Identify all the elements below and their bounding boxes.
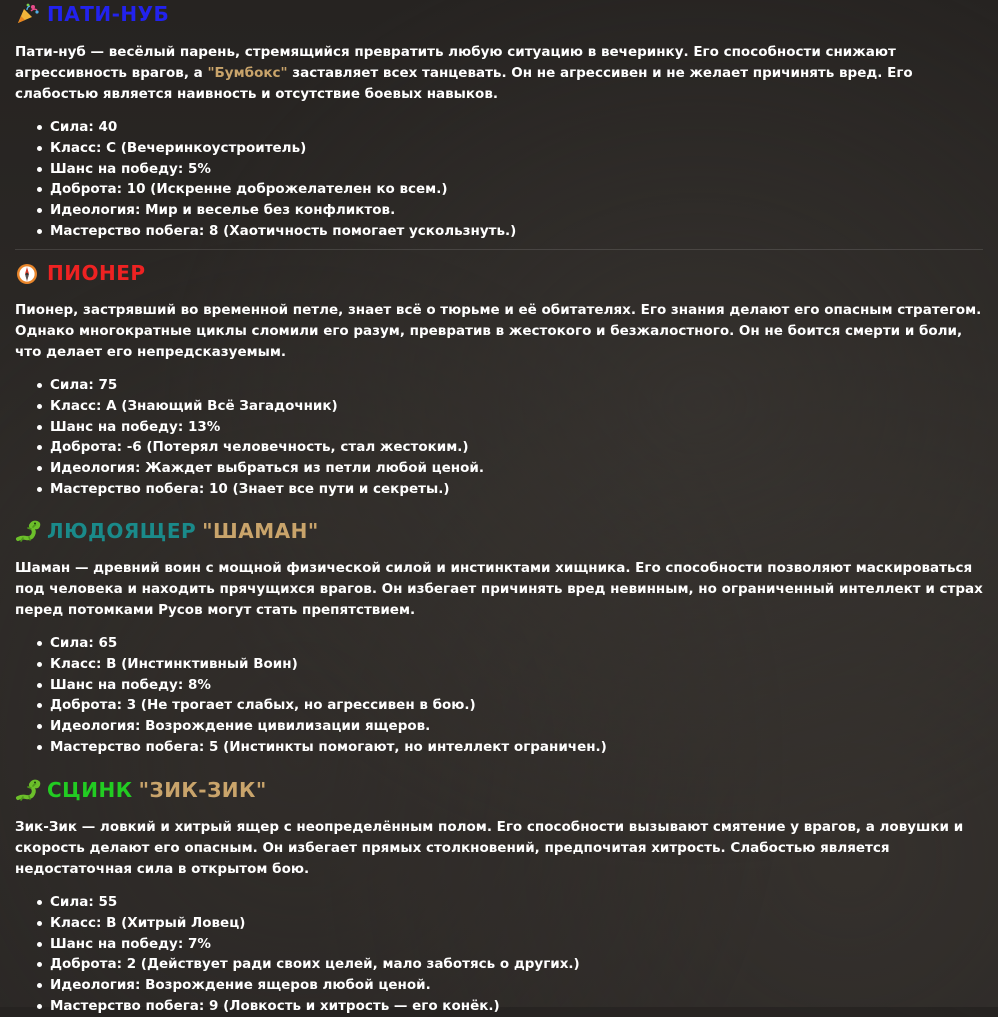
section-title: ЛЮДОЯЩЕР: [47, 519, 197, 543]
description-text: Пати-нуб — весёлый парень, стремящийся превратить любую ситуацию в вечеринку. Его способности снижают агрессивность врагов, а: [15, 44, 896, 81]
section-description: [15, 558, 983, 621]
section-title: СЦИНК: [47, 778, 133, 802]
stat-kindness: Доброта: 3 (Не трогает слабых, но агрессивен в бою.): [50, 695, 983, 716]
stat-ideology: Идеология: Возрождение цивилизации ящеров.: [50, 716, 983, 737]
character-section-party-noob: [15, 0, 983, 250]
stat-ideology: Идеология: Мир и веселье без конфликтов.: [50, 200, 983, 221]
section-heading: [15, 258, 983, 288]
description-quote: "Бумбокс": [207, 65, 288, 81]
stat-win-chance: Шанс на победу: 7%: [50, 934, 983, 955]
divider: [15, 249, 983, 250]
stats-list: [15, 117, 983, 242]
section-title-nickname: "ЗИК-ЗИК": [138, 778, 267, 802]
stats-list: [15, 892, 983, 1017]
stat-win-chance: Шанс на победу: 5%: [50, 159, 983, 180]
stat-win-chance: Шанс на победу: 8%: [50, 675, 983, 696]
stat-strength: Сила: 40: [50, 117, 983, 138]
stat-ideology: Идеология: Жаждет выбраться из петли любой ценой.: [50, 458, 983, 479]
stat-class: Класс: C (Вечеринкоустроитель): [50, 138, 983, 159]
lizard-icon: [15, 778, 41, 802]
description-text: Шаман — древний воин с мощной физической силой и инстинктами хищника. Его способности позволяют маскироваться под человека и находить прячущихся врагов. Он избегает причинять вред невинным, но ограниченный интеллект и страх перед потомками Русов могут стать препятствием.: [15, 560, 983, 618]
description-text: Пионер, застрявший во временной петле, знает всё о тюрьме и её обитателях. Его знания делают его опасным стратегом. Однако многократные циклы сломили его разум, превратив в жестокого и безжалостного. Он не боится смерти и боли, что делает его непредсказуемым.: [15, 302, 982, 360]
stat-escape: Мастерство побега: 10 (Знает все пути и секреты.): [50, 479, 983, 500]
stat-class: Класс: A (Знающий Всё Загадочник): [50, 396, 983, 417]
stat-escape: Мастерство побега: 5 (Инстинкты помогают, но интеллект ограничен.): [50, 737, 983, 758]
lizard-icon: [15, 519, 41, 543]
description-text: Зик-Зик — ловкий и хитрый ящер с неопределённым полом. Его способности вызывают смятение у врагов, а ловушки и скорость делают его опасным. Он избегает прямых столкновений, предпочитая хитрость. Слабостью является недостаточная сила в открытом бою.: [15, 819, 964, 877]
section-title: ПИОНЕР: [47, 261, 146, 285]
character-section-skink-zik-zik: [15, 775, 983, 1017]
section-heading: [15, 0, 983, 28]
stat-win-chance: Шанс на победу: 13%: [50, 417, 983, 438]
section-heading: [15, 516, 983, 546]
section-description: [15, 817, 983, 880]
stats-list: [15, 633, 983, 758]
stat-kindness: Доброта: 2 (Действует ради своих целей, мало заботясь о других.): [50, 954, 983, 975]
stat-kindness: Доброта: -6 (Потерял человечность, стал жестоким.): [50, 437, 983, 458]
section-description: [15, 42, 983, 105]
stat-strength: Сила: 65: [50, 633, 983, 654]
stat-strength: Сила: 75: [50, 375, 983, 396]
character-section-pioneer: [15, 258, 983, 500]
stat-kindness: Доброта: 10 (Искренне доброжелателен ко всем.): [50, 179, 983, 200]
stat-escape: Мастерство побега: 8 (Хаотичность помогает ускользнуть.): [50, 221, 983, 242]
section-title-nickname: "ШАМАН": [202, 519, 319, 543]
stat-strength: Сила: 55: [50, 892, 983, 913]
section-description: [15, 300, 983, 363]
party-popper-icon: [15, 2, 41, 26]
stats-list: [15, 375, 983, 500]
section-heading: [15, 775, 983, 805]
stat-class: Класс: B (Хитрый Ловец): [50, 913, 983, 934]
compass-icon: [15, 261, 41, 285]
character-section-lizardman-shaman: [15, 516, 983, 758]
stat-ideology: Идеология: Возрождение ящеров любой ценой.: [50, 975, 983, 996]
stat-escape: Мастерство побега: 9 (Ловкость и хитрость — его конёк.): [50, 996, 983, 1017]
stat-class: Класс: B (Инстинктивный Воин): [50, 654, 983, 675]
section-title: ПАТИ-НУБ: [47, 2, 170, 26]
description-text-after: заставляет всех танцевать. Он не агрессивен и не желает причинять вред. Его слабостью является наивность и отсутствие боевых навыков.: [15, 65, 913, 102]
